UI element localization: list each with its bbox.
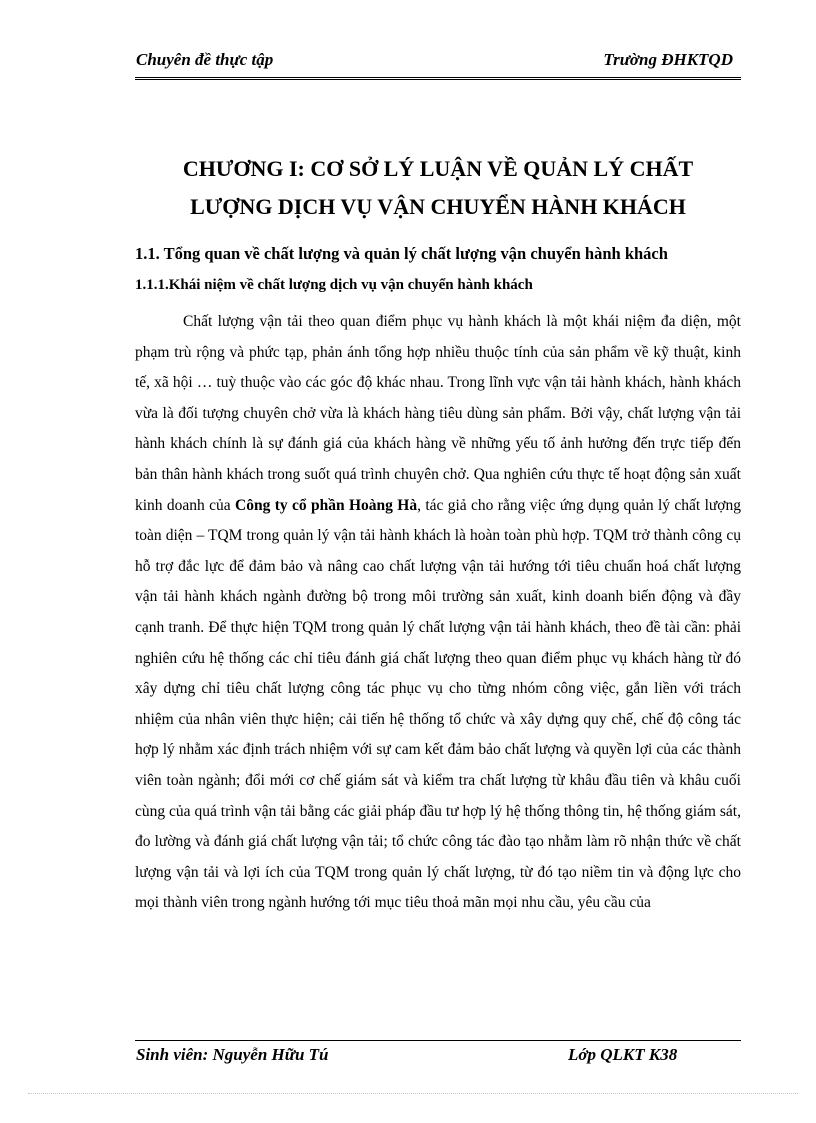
header-left-text: Chuyên đề thực tập (136, 50, 274, 69)
page-header (135, 48, 741, 74)
section-heading: 1.1. Tổng quan về chất lượng và quản lý chất lượng vận chuyển hành khách (135, 244, 668, 263)
company-name: Công ty cổ phần Hoàng Hà (235, 496, 418, 514)
header-divider (135, 77, 741, 80)
footer-class-name: Lớp QLKT K38 (568, 1045, 678, 1064)
page-bottom-edge (28, 1093, 798, 1094)
header-right-text: Trường ĐHKTQD (603, 50, 733, 69)
footer-student-name: Sinh viên: Nguyễn Hữu Tú (136, 1045, 329, 1064)
body-paragraph (135, 307, 741, 919)
paragraph-text-part-2: , tác giả cho rằng việc ứng dụng quản lý chất lượng toàn diện – TQM trong quản lý vận tải hành khách là hoàn toàn phù hợp. TQM trở thành công cụ hỗ trợ đắc lực để đảm bảo và nâng cao chất lượng vận tải hướng tới tiêu chuẩn hoá chất lượng vận tải hành khách ngành đường bộ trong môi trường sản xuất, kinh doanh biến động và đầy cạnh tranh. Để thực hiện TQM trong quản lý chất lượng vận tải hành khách, theo đề tài cần: phải nghiên cứu hệ thống các chỉ tiêu đánh giá chất lượng theo quan điểm phục vụ khách hàng từ đó xây dựng chỉ tiêu chất lượng công tác phục vụ cho từng nhóm công việc, gắn liền với trách nhiệm của nhân viên thực hiện; cải tiến hệ thống tổ chức và xây dựng quy chế, chế độ công tác hợp lý nhằm xác định trách nhiệm với sự cam kết đảm bảo chất lượng và quyền lợi của các thành viên toàn ngành; đổi mới cơ chế giám sát và kiểm tra chất lượng từ khâu đầu tiên và khâu cuối cùng của quá trình vận tải bằng các giải pháp đầu tư hợp lý hệ thống thông tin, hệ thống giám sát, đo lường và đánh giá chất lượng vận tải; tổ chức công tác đào tạo nhằm làm rõ nhận thức về chất lượng vận tải và lợi ích của TQM trong quản lý chất lượng, từ đó tạo niềm tin và động lực cho mọi thành viên trong ngành hướng tới mục tiêu thoả mãn mọi nhu cầu, yêu cầu của (135, 496, 742, 912)
page-footer (135, 1045, 741, 1071)
chapter-title-line-1: CHƯƠNG I: CƠ SỞ LÝ LUẬN VỀ QUẢN LÝ CHẤT (182, 156, 694, 181)
footer-divider (135, 1040, 741, 1041)
chapter-title-line-2: LƯỢNG DỊCH VỤ VẬN CHUYỂN HÀNH KHÁCH (190, 194, 686, 219)
chapter-title (135, 150, 741, 226)
paragraph-text-part-1: Chất lượng vận tải theo quan điểm phục vụ hành khách là một khái niệm đa diện, một phạm trù rộng và phức tạp, phản ánh tổng hợp nhiều thuộc tính của sản phẩm về kỹ thuật, kinh tế, xã hội … tuỳ thuộc vào các góc độ khác nhau. Trong lĩnh vực vận tải hành khách, hành khách vừa là đối tượng chuyên chở vừa là khách hàng tiêu dùng sản phẩm. Bởi vậy, chất lượng vận tải hành khách chính là sự đánh giá của khách hàng về những yếu tố ảnh hưởng đến trực tiếp đến bản thân hành khách trong suốt quá trình chuyên chở. Qua nghiên cứu thực tế hoạt động sản xuất kinh doanh của (135, 313, 741, 514)
subsection-heading: 1.1.1.Khái niệm về chất lượng dịch vụ vận chuyển hành khách (135, 277, 533, 293)
